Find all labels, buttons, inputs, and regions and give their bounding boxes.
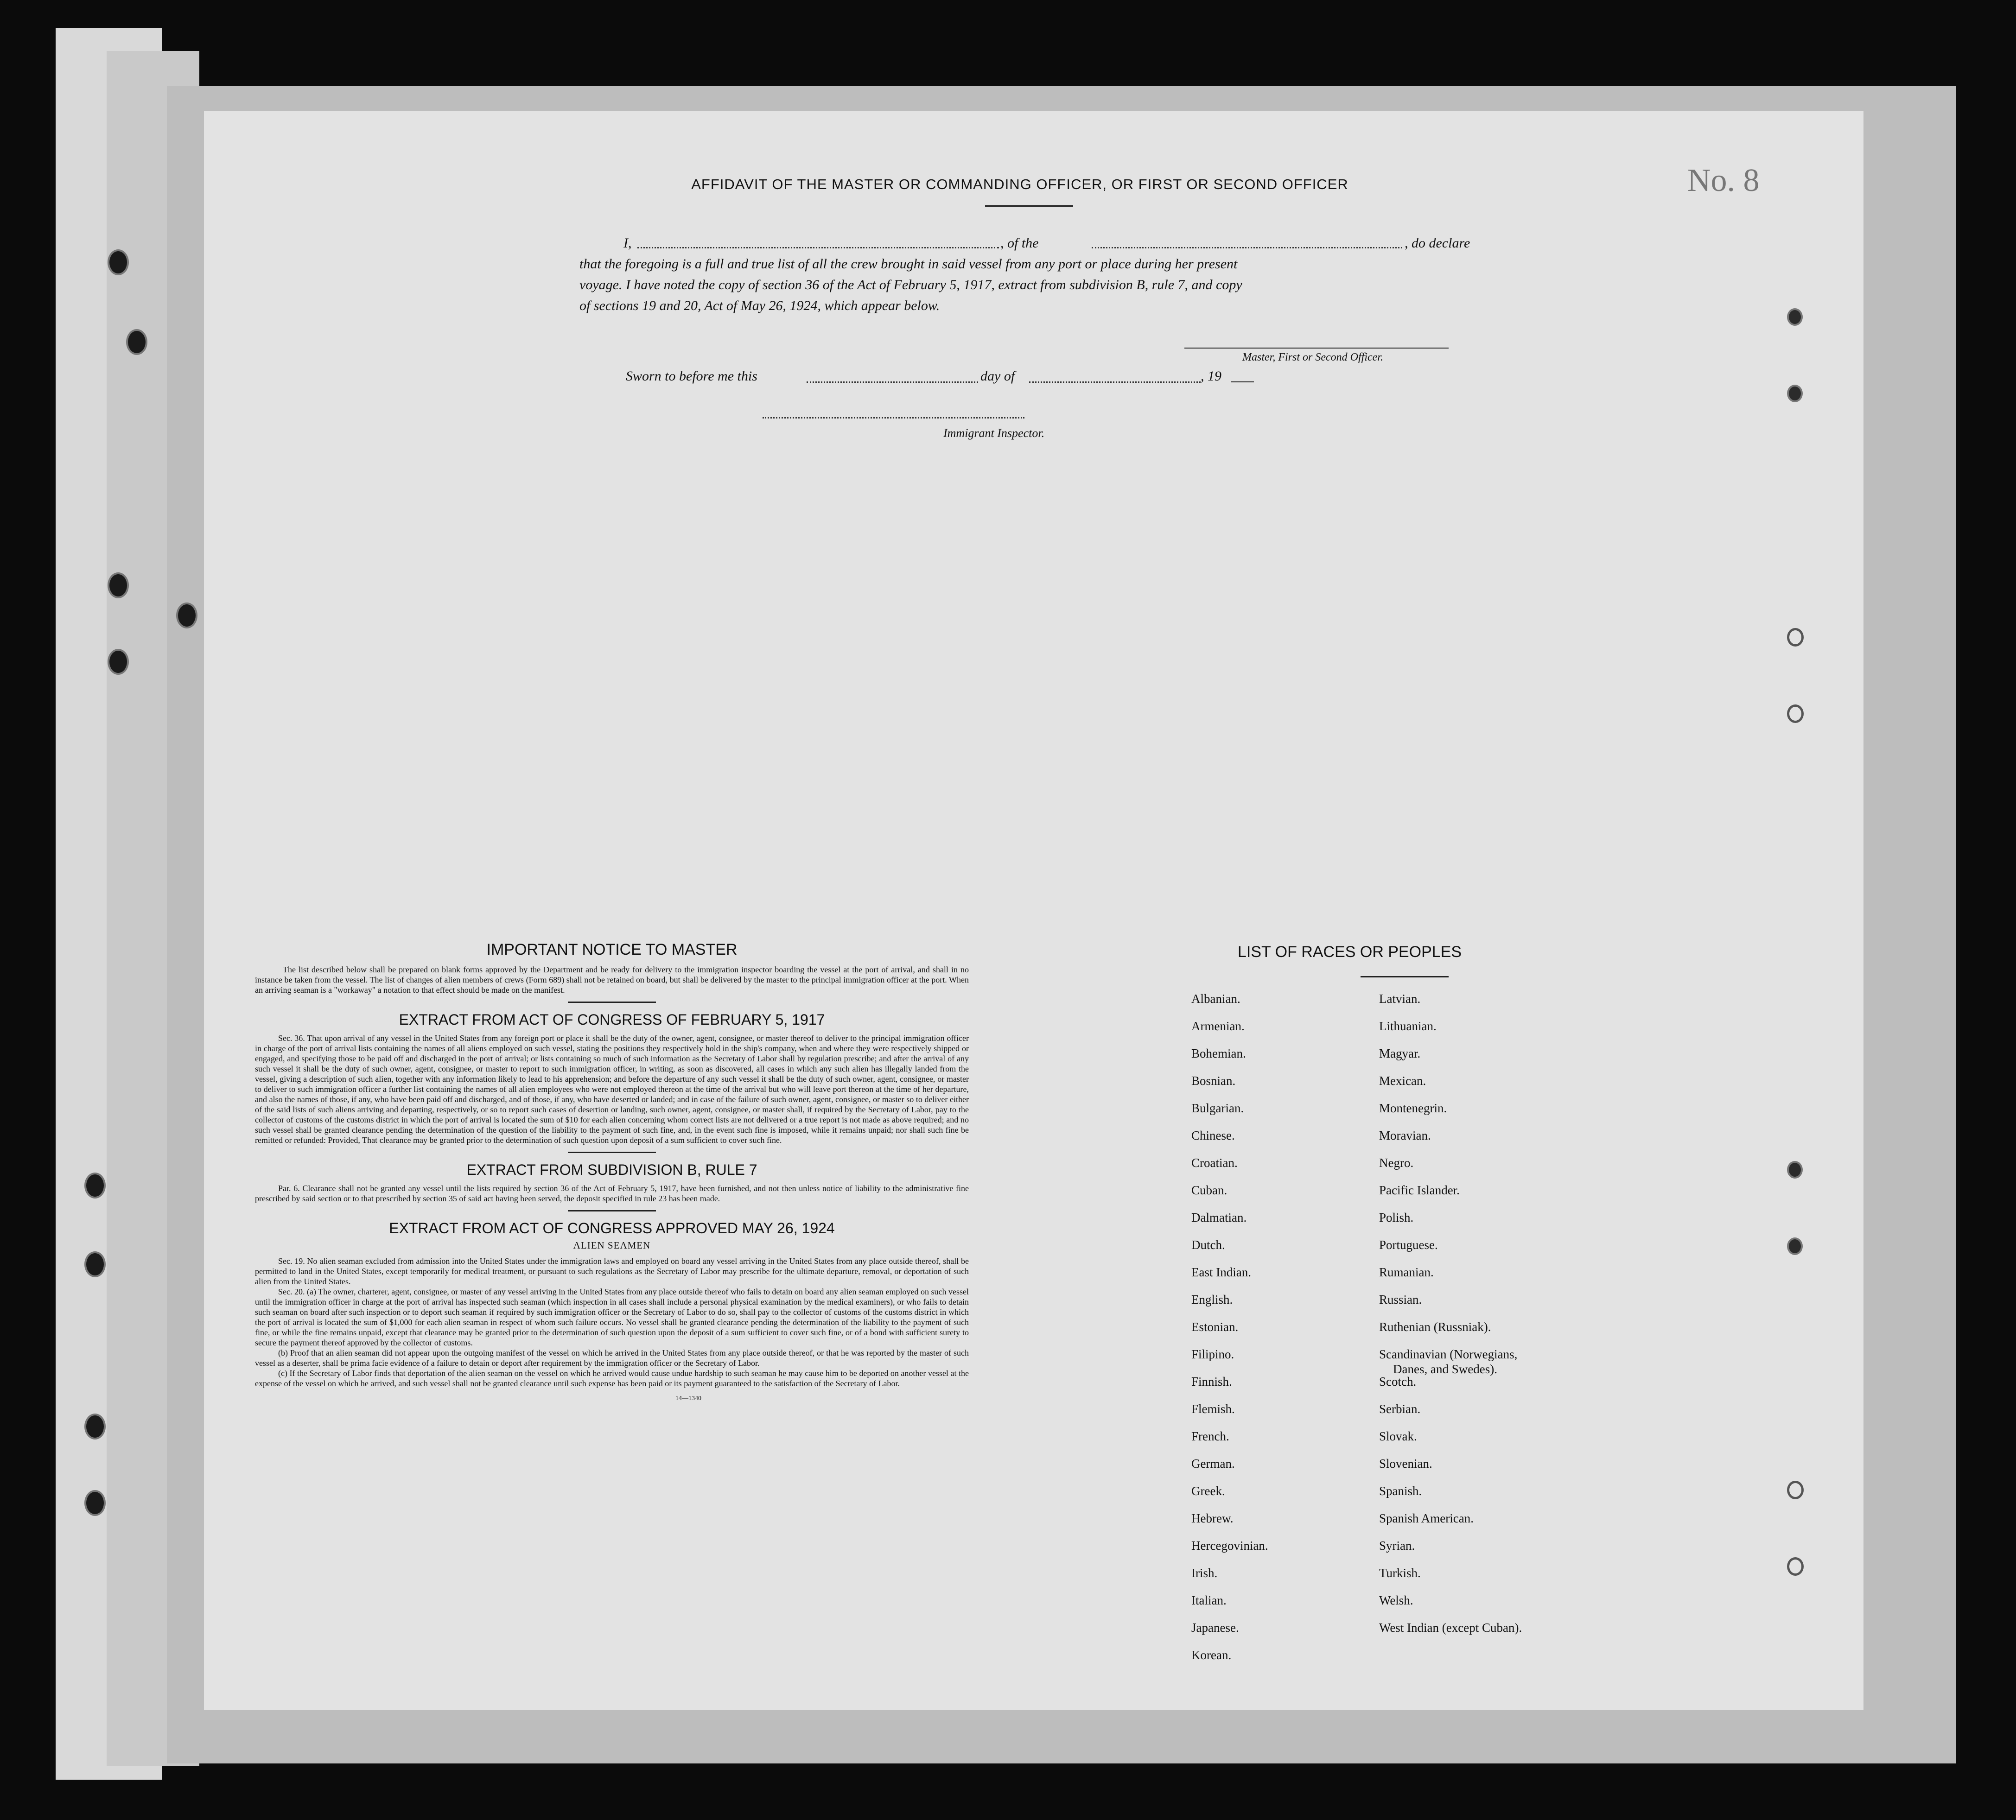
- race-item: Spanish.: [1379, 1484, 1422, 1498]
- punch-hole: [1787, 628, 1804, 647]
- master-signature-line[interactable]: [1184, 348, 1449, 349]
- race-item: Mexican.: [1379, 1074, 1426, 1088]
- binder-hole: [84, 1251, 106, 1277]
- extract-1924-subtitle: ALIEN SEAMEN: [573, 1240, 651, 1251]
- race-item: Finnish.: [1191, 1375, 1232, 1389]
- sworn-prefix: Sworn to before me this: [626, 368, 757, 384]
- race-item: Rumanian.: [1379, 1265, 1434, 1279]
- extract-rule7-title: EXTRACT FROM SUBDIVISION B, RULE 7: [466, 1161, 757, 1178]
- race-item: Cuban.: [1191, 1183, 1227, 1197]
- race-item: Japanese.: [1191, 1621, 1239, 1635]
- inspector-caption: Immigrant Inspector.: [943, 426, 1045, 440]
- affidavit-do-declare: , do declare: [1405, 235, 1470, 251]
- race-item: Chinese.: [1191, 1129, 1235, 1142]
- race-item: Albanian.: [1191, 992, 1240, 1006]
- extract-1917-body: Sec. 36. That upon arrival of any vessel in the United States from any foreign port or place it shall be the duty of the owner, agent, consignee, or master thereof to deliver to the principal immigration officer in charge of the port of arrival lists containing the names of all aliens employed on such vessel, stating the positions they respectively hold in the ship's company, when and where they were respectively shipped or engaged, and specifying those to be paid off and discharged in the port of arrival; or lists containing so much of such information as the Secretary of Labor shall by regulation prescribe; and after the arrival of any such vessel it shall be the duty of such owner, agent, consignee, or master to report to such immigration officer, in writing, as soon as discovered, all cases in which any such alien has illegally landed from the vessel, giving a description of such alien, together with any information likely to lead to his apprehension; and before the departure of any such vessel it shall be the duty of such owner, agent, consignee, or master to deliver to such immigration officer a further list containing the names of all alien employees who were not employed thereon at the time of the arrival but who will leave port thereon at the time of her departure, and also the names of those, if any, who have been paid off and discharged, and of those, if any, who have deserted or landed; and in case of the failure of such owner, agent, consignee, or master so to deliver either of the said lists of such aliens arriving and departing, respectively, or so to report such cases of desertion or landing, such owner, agent, consignee, or master shall, if required by the Secretary of Labor, pay to the collector of customs of the customs district in which the port of arrival is located the sum of $10 for each alien concerning whom correct lists are not delivered or a true report is not made as above required; and no such vessel shall be granted clearance pending the determination of the question of the liability to the payment of such fine, and, in the event such fine is imposed, while it remains unpaid; nor shall such fine be remitted or refunded: Provided, That clearance may be granted prior to the determination of such question upon deposit of a sum sufficient to cover such fine.: [255, 1034, 969, 1145]
- form-number: 14—1340: [675, 1395, 701, 1402]
- sworn-day-of: day of: [980, 368, 1015, 384]
- race-item: Irish.: [1191, 1566, 1218, 1580]
- sworn-day-blank[interactable]: [807, 381, 978, 383]
- punch-hole: [1787, 385, 1803, 402]
- race-item: Moravian.: [1379, 1129, 1431, 1142]
- rule: [568, 1002, 656, 1003]
- rule: [1361, 976, 1449, 977]
- race-item: Korean.: [1191, 1648, 1232, 1662]
- race-item: Hebrew.: [1191, 1511, 1234, 1525]
- affidavit-line2: that the foregoing is a full and true list of all the crew brought in said vessel from any port or place during her present: [579, 256, 1238, 272]
- binder-hole: [108, 249, 129, 275]
- vessel-blank[interactable]: [1092, 247, 1402, 248]
- punch-hole: [1787, 704, 1804, 723]
- race-item: Lithuanian.: [1379, 1019, 1437, 1033]
- master-caption: Master, First or Second Officer.: [1242, 351, 1383, 363]
- race-item: Bulgarian.: [1191, 1101, 1244, 1115]
- race-item: Pacific Islander.: [1379, 1183, 1460, 1197]
- sec19-body: Sec. 19. No alien seaman excluded from admission into the United States under the immigration laws and employed on board any vessel arriving in the United States from any place outside thereof, shall be permitted to land in the United States, except temporarily for medical treatment, or pursuant to such regulations as the Secretary of Labor may prescribe for the ultimate departure, removal, or deportation of such alien from the United States.: [255, 1256, 969, 1286]
- affidavit-i: I,: [623, 235, 632, 251]
- affidavit-line3: voyage. I have noted the copy of section 36 of the Act of February 5, 1917, extract from subdivision B, rule 7, and copy: [579, 277, 1242, 292]
- sec20c-body: (c) If the Secretary of Labor finds that deportation of the alien seaman on the vessel on which he arrived would cause undue hardship to such seaman he may cause him to be deported on another vessel at the expense of the vessel on which he arrived, and such vessel shall not be granted clearance until such expense has been paid or its payment guaranteed to the satisfaction of the Secretary of Labor.: [255, 1369, 969, 1388]
- race-item: Turkish.: [1379, 1566, 1421, 1580]
- race-item: Montenegrin.: [1379, 1101, 1447, 1115]
- punch-hole: [1787, 308, 1803, 326]
- race-item: Italian.: [1191, 1593, 1227, 1607]
- affidavit-of-the: , of the: [1000, 235, 1039, 251]
- race-item: French.: [1191, 1429, 1229, 1443]
- race-item: Dutch.: [1191, 1238, 1225, 1252]
- name-blank[interactable]: [637, 247, 999, 248]
- race-item: East Indian.: [1191, 1265, 1251, 1279]
- race-item: Magyar.: [1379, 1046, 1421, 1060]
- punch-hole: [1787, 1237, 1803, 1255]
- race-item: Bohemian.: [1191, 1046, 1246, 1060]
- race-item: Estonian.: [1191, 1320, 1239, 1334]
- race-item: Greek.: [1191, 1484, 1225, 1498]
- notice-body: The list described below shall be prepared on blank forms approved by the Department and be ready for delivery to the immigration inspector boarding the vessel at the port of arrival, and shall in no instance be taken from the vessel. The list of changes of alien members of crews (Form 689) shall not be retained on board, but shall be delivered by the master to the principal immigration officer at the port. When an arriving seaman is a "workaway" a notation to that effect should be made on the manifest.: [255, 965, 969, 995]
- race-item: Armenian.: [1191, 1019, 1245, 1033]
- affidavit-line4: of sections 19 and 20, Act of May 26, 1924, which appear below.: [579, 298, 940, 313]
- race-item: Latvian.: [1379, 992, 1421, 1006]
- race-item: Filipino.: [1191, 1347, 1234, 1361]
- race-item: Danes, and Swedes).: [1393, 1362, 1497, 1376]
- race-item: Hercegovinian.: [1191, 1539, 1268, 1553]
- inspector-signature-line[interactable]: [763, 417, 1024, 419]
- race-item: Syrian.: [1379, 1539, 1415, 1553]
- sec20a-body: Sec. 20. (a) The owner, charterer, agent, consignee, or master of any vessel arriving in the United States from any place outside thereof who fails to detain on board any alien seaman employed on such vessel until the immigration officer in charge at the port of arrival has inspected such seaman (which inspection in all cases shall include a personal physical examination by the medical examiners), or who fails to detain such seaman on board after such inspection or to deport such seaman if required by such immigration officer or the Secretary of Labor to do so, shall pay to the collector of customs of the customs district in which the port of arrival is located the sum of $1,000 for each alien seaman in respect of whom such failure occurs. No vessel shall be granted clearance pending the determination of the liability to the payment of such fine, or while the fine remains unpaid, except that clearance may be granted prior to the determination of such question upon the deposit of a sum sufficient to cover such fine, or of a bond with sufficient surety to secure the payment thereof approved by the collector of customs.: [255, 1287, 969, 1347]
- notice-title: IMPORTANT NOTICE TO MASTER: [486, 941, 738, 958]
- race-item: Dalmatian.: [1191, 1211, 1247, 1224]
- race-item: Bosnian.: [1191, 1074, 1236, 1088]
- sworn-month-blank[interactable]: [1029, 381, 1201, 383]
- extract-1917-title: EXTRACT FROM ACT OF CONGRESS OF FEBRUARY 5, 1917: [399, 1011, 825, 1028]
- binder-hole: [126, 329, 147, 355]
- binder-hole: [84, 1490, 106, 1516]
- race-item: Spanish American.: [1379, 1511, 1474, 1525]
- rule: [568, 1210, 656, 1211]
- race-item: Flemish.: [1191, 1402, 1235, 1416]
- binder-hole: [176, 602, 197, 628]
- race-item: Welsh.: [1379, 1593, 1413, 1607]
- race-item: Portuguese.: [1379, 1238, 1438, 1252]
- punch-hole: [1787, 1161, 1803, 1179]
- title-rule: [985, 205, 1073, 207]
- race-item: English.: [1191, 1293, 1233, 1306]
- race-item: Serbian.: [1379, 1402, 1421, 1416]
- binder-hole: [84, 1414, 106, 1440]
- race-item: Polish.: [1379, 1211, 1414, 1224]
- race-item: Ruthenian (Russniak).: [1379, 1320, 1491, 1334]
- race-item: Scandinavian (Norwegians,: [1379, 1347, 1518, 1361]
- sec20b-body: (b) Proof that an alien seaman did not appear upon the outgoing manifest of the vessel on which he arrived in the United States from any place outside thereof, or that he was reported by the master of such vessel as a deserter, shall be prima facie evidence of a failure to detain or deport after requirement by the immigration officer or the Secretary of Labor.: [255, 1348, 969, 1368]
- race-item: Negro.: [1379, 1156, 1414, 1170]
- race-item: West Indian (except Cuban).: [1379, 1621, 1522, 1635]
- sworn-year-blank[interactable]: [1231, 381, 1254, 382]
- race-item: Slovak.: [1379, 1429, 1417, 1443]
- page-number: No. 8: [1687, 163, 1760, 198]
- punch-hole: [1787, 1557, 1804, 1576]
- race-item: Russian.: [1379, 1293, 1422, 1306]
- extract-1924-title: EXTRACT FROM ACT OF CONGRESS APPROVED MAY 26, 1924: [389, 1220, 835, 1237]
- race-item: Slovenian.: [1379, 1457, 1432, 1471]
- binder-hole: [108, 649, 129, 675]
- notice-section: [255, 941, 969, 1402]
- affidavit-title: AFFIDAVIT OF THE MASTER OR COMMANDING OFFICER, OR FIRST OR SECOND OFFICER: [691, 176, 1348, 192]
- rule: [568, 1152, 656, 1153]
- race-item: German.: [1191, 1457, 1235, 1471]
- race-item: Croatian.: [1191, 1156, 1238, 1170]
- races-title: LIST OF RACES OR PEOPLES: [1238, 943, 1462, 961]
- extract-rule7-body: Par. 6. Clearance shall not be granted any vessel until the lists required by section 36 of the Act of February 5, 1917, have been furnished, and not then unless notice of liability to the administrative fine prescribed by said section or to that prescribed by section 35 of said act having been served, the deposit specified in rule 23 has been made.: [255, 1184, 969, 1203]
- punch-hole: [1787, 1481, 1804, 1499]
- race-item: Scotch.: [1379, 1375, 1417, 1389]
- binder-hole: [108, 572, 129, 598]
- sworn-year: , 19: [1201, 368, 1221, 384]
- form-page: [204, 111, 1863, 1710]
- binder-hole: [84, 1173, 106, 1199]
